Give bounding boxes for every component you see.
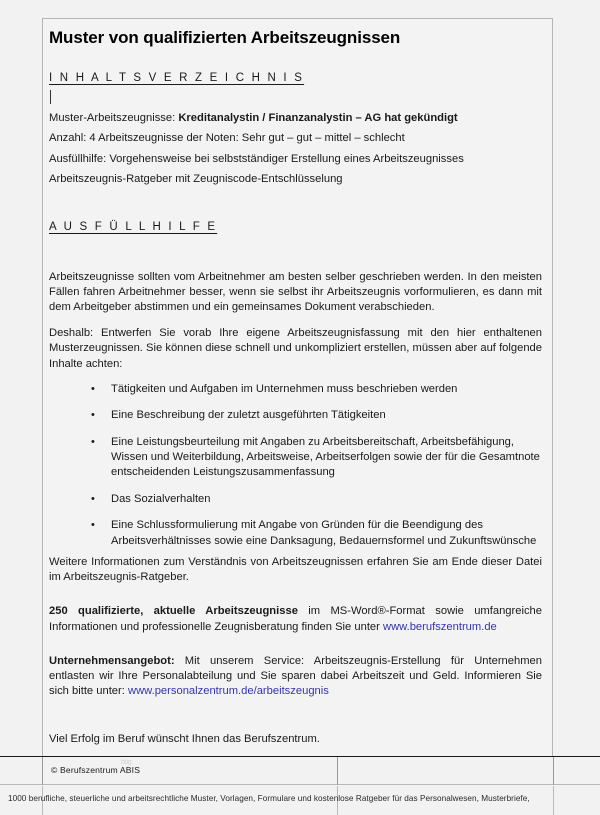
footer-divider <box>553 786 554 815</box>
footer-cell-margin <box>0 757 42 785</box>
list-item-label: Eine Leistungsbeurteilung mit Angaben zu Arbeitsbereitschaft, Arbeitsbefähigung, Wissen und Weiterbildung, Arbeitsweise, Arbeitserfolgen sowie der für die Gesamtnote entscheidenden Leistungszusammenfassung <box>111 435 540 479</box>
toc-entry-prefix: Muster-Arbeitszeugnisse: <box>49 111 179 124</box>
list-item <box>49 518 542 549</box>
watermark-artifact: bbg <box>121 759 132 766</box>
footer-cell-middle <box>337 757 553 785</box>
toc-entry-bold: Kreditanalystin / Finanzanalystin – AG hat gekündigt <box>178 111 458 124</box>
spacer <box>49 190 542 217</box>
toc-entry: Arbeitszeugnis-Ratgeber mit Zeugniscode-Entschlüsselung <box>49 173 343 186</box>
list-item <box>49 492 542 507</box>
company-offer-lead: Unternehmensangebot: <box>49 654 175 667</box>
toc-heading: I N H A L T S V E R Z E I C H N I S <box>49 71 305 84</box>
requirements-list <box>49 382 542 549</box>
bullet-icon: • <box>91 435 95 448</box>
copyright-text: © Berufszentrum ABIS <box>51 765 141 775</box>
bullet-icon: • <box>91 409 95 422</box>
company-offer-text: Mit unserem Service: Arbeitszeugnis-Erstellung für Unternehmen entlasten wir Ihre Personalabteilung und Sie sparen dabei Arbeitszeit und Geld. Informieren Sie sich bitte unter: <box>49 654 542 698</box>
spacer <box>49 237 542 270</box>
footer-table-row-2 <box>0 786 600 815</box>
list-item-label: Eine Schlussformulierung mit Angabe von Gründen für die Beendigung des Arbeitsverhältnisses sowie eine Danksagung, Bedauernsformel und Zukunftswünsche <box>111 519 537 547</box>
footer-cell-right <box>553 757 600 785</box>
company-offer-paragraph <box>49 654 542 700</box>
list-item <box>49 382 542 397</box>
page-title: Muster von qualifizierten Arbeitszeugnissen <box>49 28 401 47</box>
help-paragraph-2: Deshalb: Entwerfen Sie vorab Ihre eigene Arbeitszeugnisfassung mit den hier enthaltenen Musterzeugnissen. Sie können diese schnell und unkompliziert erstellen, müssen aber auf folgende Inhalte achten: <box>49 327 542 370</box>
offer-lead: 250 qualifizierte, aktuelle Arbeitszeugnisse <box>49 605 298 618</box>
text-caret <box>50 90 51 104</box>
spacer <box>49 585 542 604</box>
list-item <box>49 408 542 423</box>
toc-entry <box>49 108 542 129</box>
spacer <box>49 699 542 732</box>
berufszentrum-link[interactable]: www.berufszentrum.de <box>382 620 497 633</box>
toc-entry: Ausfüllhilfe: Vorgehensweise bei selbstständiger Erstellung eines Arbeitszeugnisses <box>49 152 464 165</box>
footer-table-row-1 <box>0 757 600 785</box>
help-paragraph-1: Arbeitszeugnisse sollten vom Arbeitnehmer am besten selber geschrieben werden. In den meisten Fällen fahren Arbeitnehmer besser, wenn sie selbst ihr Arbeitszeugnis vorformulieren, es dann mit dem Arbeitgeber abstimmen und ein gemeinsames Dokument verabschieden. <box>49 270 542 313</box>
help-paragraph-3: Weitere Informationen zum Verständnis von Arbeitszeugnissen erfahren Sie am Ende dieser Datei im Arbeitszeugnis-Ratgeber. <box>49 556 542 584</box>
help-heading: A U S F Ü L L H I L F E <box>49 220 218 233</box>
footer-note-text: 1000 berufliche, steuerliche und arbeitsrechtliche Muster, Vorlagen, Formulare und kostenlose Ratgeber für das Personalwesen, Musterbriefe, <box>8 794 530 803</box>
spacer <box>49 635 542 654</box>
footer-cell-copyright <box>42 757 337 785</box>
toc-entry: Anzahl: 4 Arbeitszeugnisse der Noten: Sehr gut – gut – mittel – schlecht <box>49 132 405 145</box>
offer-text: im MS-Word®-Format sowie umfangreiche Informationen und professionelle Zeugnisberatung finden Sie unter <box>49 605 542 633</box>
personalzentrum-link[interactable]: www.personalzentrum.de/arbeitszeugnis <box>127 685 329 698</box>
list-item <box>49 435 542 481</box>
bullet-icon: • <box>91 492 95 505</box>
list-item-label: Eine Beschreibung der zuletzt ausgeführten Tätigkeiten <box>111 409 386 422</box>
list-item-label: Das Sozialverhalten <box>111 492 211 505</box>
list-item-label: Tätigkeiten und Aufgaben im Unternehmen muss beschrieben werden <box>111 382 458 395</box>
closing-line: Viel Erfolg im Beruf wünscht Ihnen das Berufszentrum. <box>49 733 320 746</box>
document-body <box>43 19 554 748</box>
help-heading-block <box>49 217 542 235</box>
toc-heading-block <box>49 68 542 86</box>
spacer <box>49 315 542 326</box>
document-content-frame <box>42 18 553 756</box>
toc-list <box>49 108 542 190</box>
offer-paragraph <box>49 604 542 634</box>
bullet-icon: • <box>91 382 95 395</box>
bullet-icon: • <box>91 519 95 532</box>
